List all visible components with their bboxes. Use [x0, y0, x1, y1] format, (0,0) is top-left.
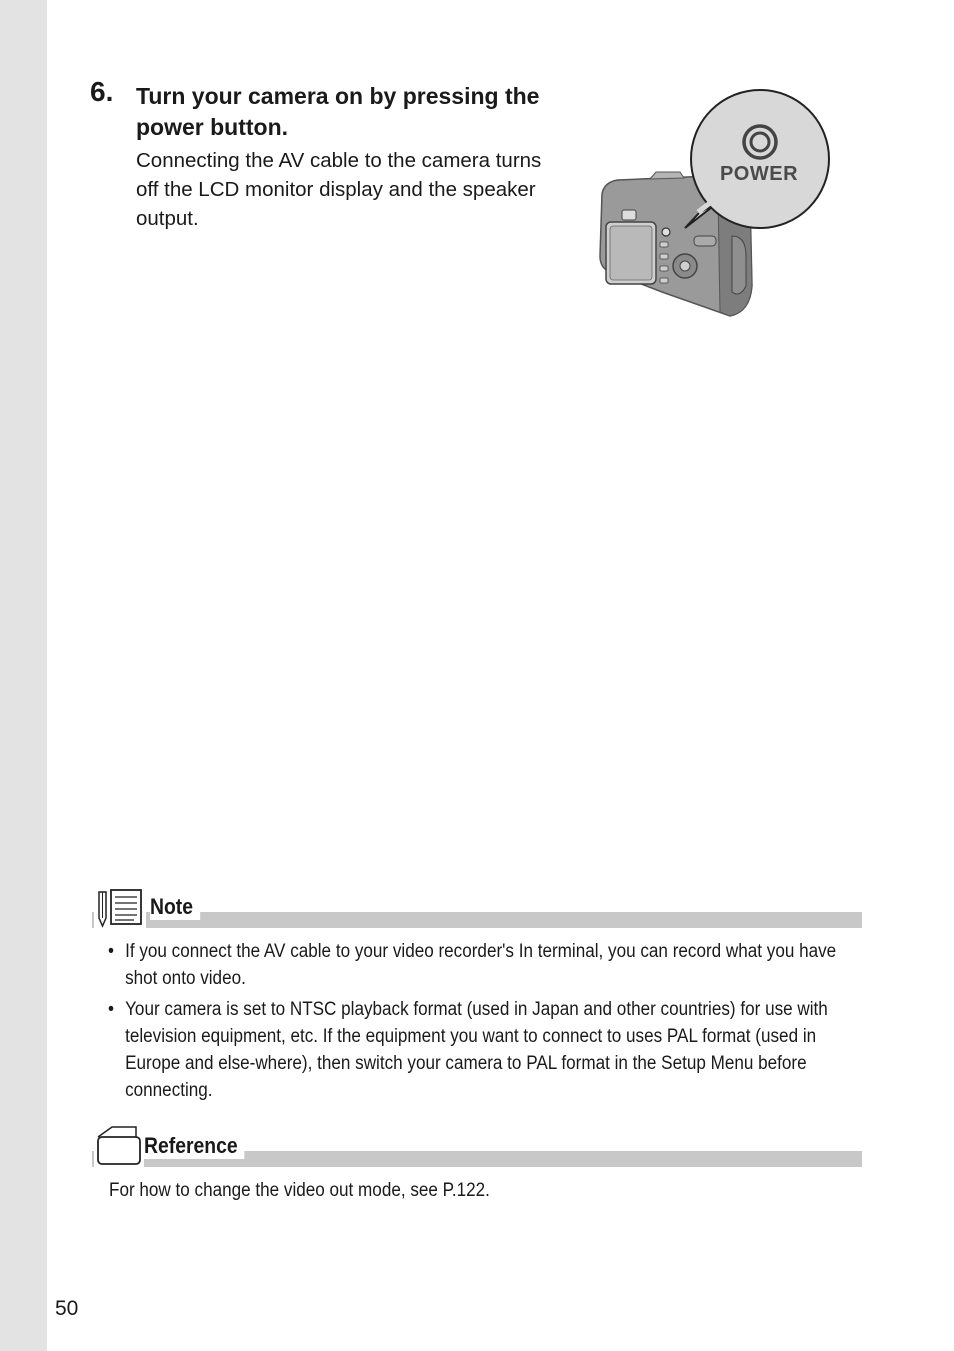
step-title: Turn your camera on by pressing the power button.	[136, 83, 540, 140]
note-item: • If you connect the AV cable to your video recorder's In terminal, you can record what you have shot onto video.	[108, 938, 863, 992]
notepad-icon	[94, 888, 146, 928]
note-item: • Your camera is set to NTSC playback format (used in Japan and other countries) for use with television equipment, etc. If the equipment you want to connect to uses PAL format (used in Europe and else-where), then switch your camera to PAL format in the Setup Menu before connecting.	[108, 996, 863, 1104]
reference-header	[92, 1127, 862, 1167]
reference-text: For how to change the video out mode, see P.122.	[109, 1180, 490, 1201]
page-number: 50	[55, 1297, 79, 1320]
power-label: POWER	[719, 163, 799, 185]
note-header	[92, 888, 862, 928]
camera-illustration	[590, 86, 840, 322]
step-body: Connecting the AV cable to the camera turns off the LCD monitor display and the speaker output.	[136, 149, 542, 230]
reference-heading: Reference	[144, 1133, 245, 1159]
note-heading: Note	[150, 894, 200, 920]
step-number: 6.	[90, 76, 114, 107]
note-list	[108, 938, 860, 1108]
note-rule	[92, 912, 862, 928]
folder-icon	[94, 1125, 144, 1167]
side-margin-bar	[0, 0, 47, 1351]
